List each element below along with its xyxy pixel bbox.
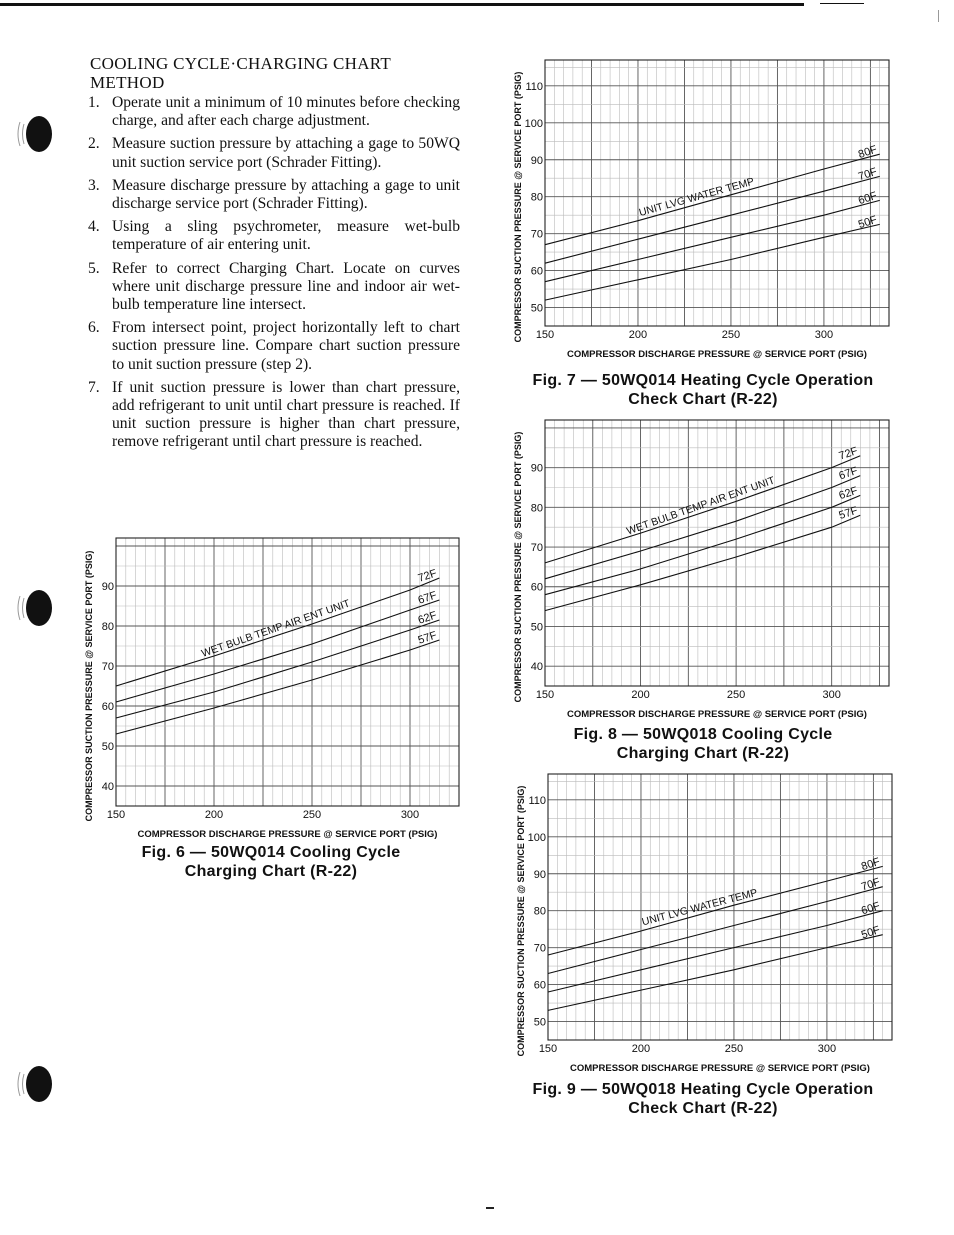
chart-fig9 — [514, 768, 899, 1078]
series-label-67F: 67F — [416, 589, 439, 607]
x-tick-label: 150 — [106, 809, 126, 821]
step-text: Using a sling psychrometer, measure wet-bulb temperature of air entering unit. — [112, 218, 460, 254]
y-tick-label: 40 — [101, 781, 114, 793]
fig6-caption-line1: Fig. 6 — 50WQ014 Cooling Cycle — [141, 844, 401, 861]
fig8-svg — [512, 414, 897, 724]
y-tick-label: 110 — [525, 80, 543, 93]
fig8-caption-line2: Charging Chart (R-22) — [616, 745, 790, 762]
y-tick-label: 50 — [530, 302, 543, 315]
y-tick-label: 80 — [101, 621, 114, 633]
y-axis-label: COMPRESSOR SUCTION PRESSURE @ SERVICE PORT (PSIG) — [513, 431, 523, 703]
fig9-caption — [508, 1080, 898, 1118]
x-axis-label: COMPRESSOR DISCHARGE PRESSURE @ SERVICE PORT (PSIG) — [137, 829, 438, 840]
fig8-caption-line1: Fig. 8 — 50WQ018 Cooling Cycle — [573, 726, 833, 743]
step-text: Operate unit a minimum of 10 minutes before checking charge, and after each charge adjustment. — [112, 94, 460, 130]
y-axis-label: COMPRESSOR SUCTION PRESSURE @ SERVICE PORT (PSIG) — [516, 785, 526, 1057]
fig6-caption — [110, 843, 432, 881]
x-tick-label: 250 — [302, 809, 322, 821]
x-tick-label: 300 — [822, 689, 841, 701]
heading-line-2: METHOD — [90, 73, 165, 92]
x-axis-label: COMPRESSOR DISCHARGE PRESSURE @ SERVICE PORT (PSIG) — [567, 349, 867, 360]
step-number: 4. — [88, 218, 100, 236]
x-tick-label: 150 — [535, 689, 555, 701]
step-item — [88, 177, 460, 213]
y-tick-label: 50 — [101, 741, 114, 753]
y-tick-label: 50 — [530, 621, 543, 634]
step-number: 7. — [88, 378, 100, 396]
step-text: Measure suction pressure by attaching a gage to 50WQ unit suction service port (Schrader Fitting). — [112, 135, 460, 171]
x-tick-label: 300 — [817, 1043, 837, 1055]
edge-mark — [938, 10, 939, 22]
fig8-caption — [545, 725, 861, 763]
x-axis-label: COMPRESSOR DISCHARGE PRESSURE @ SERVICE PORT (PSIG) — [570, 1063, 870, 1074]
step-number: 5. — [88, 259, 100, 277]
y-tick-label: 90 — [530, 154, 543, 167]
step-item — [88, 218, 460, 254]
x-tick-label: 200 — [204, 809, 224, 821]
binder-hole-3 — [14, 1062, 54, 1106]
y-tick-label: 40 — [530, 661, 543, 674]
curve-group-label: WET BULB TEMP AIR ENT UNIT — [199, 597, 352, 660]
x-tick-label: 200 — [631, 1043, 651, 1055]
y-tick-label: 80 — [530, 191, 543, 204]
step-text: Measure discharge pressure by attaching a gage to unit discharge service port (Schrader Fitting). — [112, 176, 460, 213]
y-axis-label: COMPRESSOR SUCTION PRESSURE @ SERVICE PORT (PSIG) — [513, 71, 523, 343]
series-label-57F: 57F — [416, 629, 439, 647]
step-text: Refer to correct Charging Chart. Locate on curves where unit discharge pressure line and indoor air wet-bulb temperature line intersect. — [112, 259, 460, 314]
y-tick-label: 60 — [101, 701, 114, 713]
x-tick-label: 200 — [631, 689, 650, 701]
step-number: 1. — [88, 94, 100, 111]
step-item — [88, 379, 460, 452]
step-item — [88, 260, 460, 315]
series-label-62F: 62F — [416, 609, 439, 627]
procedure-steps — [88, 94, 460, 457]
y-tick-label: 100 — [524, 117, 543, 130]
series-label-70F: 70F — [856, 165, 879, 184]
step-number: 3. — [88, 176, 100, 194]
series-label-50F: 50F — [859, 924, 882, 942]
step-number: 2. — [88, 135, 100, 153]
y-tick-label: 60 — [533, 979, 546, 992]
fig9-caption-line1: Fig. 9 — 50WQ018 Heating Cycle Operation — [532, 1081, 874, 1098]
series-label-62F: 62F — [837, 484, 860, 503]
y-tick-label: 50 — [533, 1016, 546, 1029]
chart-fig6 — [84, 530, 468, 840]
binder-hole-1 — [14, 112, 54, 156]
y-tick-label: 60 — [530, 265, 543, 278]
y-tick-label: 70 — [530, 228, 543, 241]
series-label-70F: 70F — [859, 876, 882, 894]
y-tick-label: 90 — [101, 581, 114, 593]
fig7-caption — [508, 371, 898, 409]
heading-line-1: COOLING CYCLE·CHARGING CHART — [90, 54, 392, 73]
x-tick-label: 250 — [721, 329, 741, 341]
step-item — [88, 319, 460, 374]
curve-group-label: WET BULB TEMP AIR ENT UNIT — [625, 474, 777, 538]
step-item — [88, 135, 460, 171]
chart-fig7 — [512, 54, 897, 366]
fig7-caption-line1: Fig. 7 — 50WQ014 Heating Cycle Operation — [532, 372, 874, 389]
chart-fig8 — [512, 414, 897, 724]
y-tick-label: 70 — [530, 542, 543, 555]
top-rule — [0, 3, 804, 6]
fig9-caption-line2: Check Chart (R-22) — [628, 1100, 778, 1117]
step-number: 6. — [88, 319, 100, 337]
step-text: From intersect point, project horizontally left to chart suction pressure line. Compare chart suction pressure to unit suction pressure (step 2). — [112, 319, 460, 373]
step-item — [88, 94, 460, 130]
series-label-67F: 67F — [837, 465, 860, 483]
x-tick-label: 150 — [535, 329, 555, 341]
curve-group-label: UNIT LVG WATER TEMP — [640, 886, 759, 929]
series-line-57F — [545, 515, 860, 610]
fig7-caption-line2: Check Chart (R-22) — [628, 391, 778, 408]
series-label-72F: 72F — [416, 567, 439, 585]
y-tick-label: 70 — [533, 942, 546, 955]
section-heading — [90, 54, 470, 92]
series-label-60F: 60F — [859, 900, 882, 918]
binder-hole-2 — [14, 586, 54, 630]
series-label-80F: 80F — [856, 143, 879, 161]
series-label-80F: 80F — [859, 855, 882, 874]
y-tick-label: 90 — [530, 462, 543, 475]
top-rule-short — [820, 3, 864, 4]
y-tick-label: 100 — [527, 831, 546, 844]
x-tick-label: 250 — [724, 1043, 744, 1055]
page-dash — [486, 1207, 494, 1209]
x-tick-label: 300 — [400, 809, 420, 821]
curve-group-label: UNIT LVG WATER TEMP — [637, 175, 756, 219]
x-tick-label: 300 — [814, 329, 834, 341]
series-line-67F — [116, 600, 439, 702]
series-label-60F: 60F — [856, 189, 879, 208]
fig7-svg — [512, 54, 897, 366]
fig9-svg — [514, 768, 899, 1078]
y-tick-label: 110 — [528, 794, 546, 807]
fig6-svg — [84, 530, 468, 840]
x-axis-label: COMPRESSOR DISCHARGE PRESSURE @ SERVICE PORT (PSIG) — [567, 709, 867, 720]
y-tick-label: 80 — [530, 502, 543, 515]
step-text: If unit suction pressure is lower than chart pressure, add refrigerant to unit until chart pressure is reached. If unit suction pressure is higher than chart pressure, remove refrigerant until chart pressure is reached. — [112, 378, 460, 451]
y-tick-label: 60 — [530, 581, 543, 594]
y-tick-label: 90 — [533, 868, 546, 881]
series-label-72F: 72F — [837, 445, 860, 463]
fig6-caption-line2: Charging Chart (R-22) — [184, 863, 358, 880]
y-tick-label: 80 — [533, 905, 546, 918]
y-axis-label: COMPRESSOR SUCTION PRESSURE @ SERVICE PORT (PSIG) — [84, 550, 94, 822]
x-tick-label: 150 — [538, 1043, 558, 1055]
series-label-50F: 50F — [856, 213, 879, 232]
series-label-57F: 57F — [837, 504, 860, 522]
y-tick-label: 70 — [101, 661, 114, 673]
x-tick-label: 200 — [628, 329, 648, 341]
x-tick-label: 250 — [726, 689, 746, 701]
